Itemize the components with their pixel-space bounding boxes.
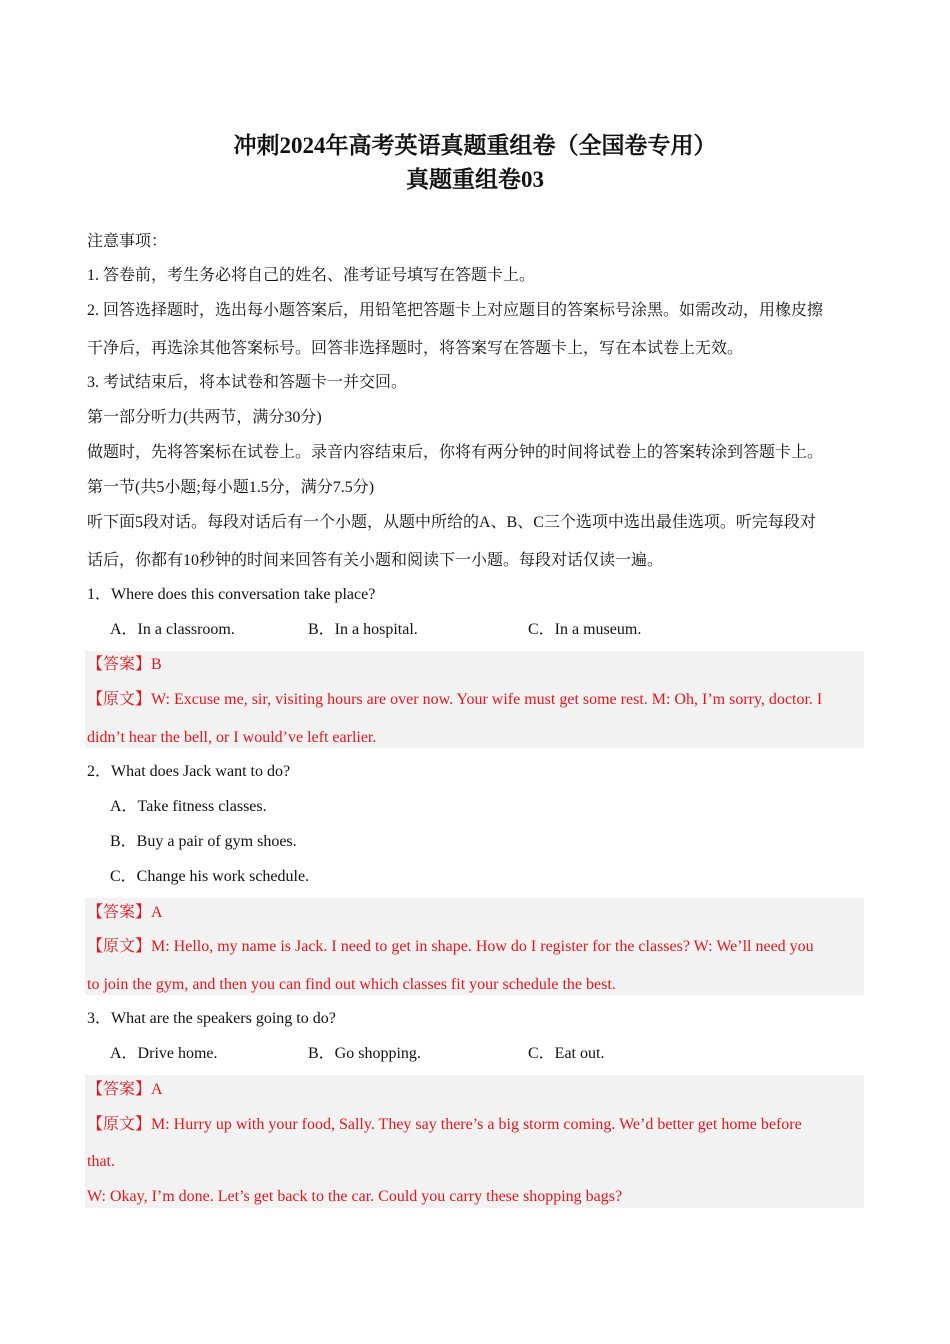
question-2-stem: 2．What does Jack want to do? xyxy=(87,763,291,780)
question-2-transcript-line-2: to join the gym, and then you can find out which classes fit your schedule the best. xyxy=(87,976,616,993)
section1-heading: 第一节(共5小题;每小题1.5分，满分7.5分) xyxy=(87,479,375,496)
notice-item-1: 1. 答卷前，考生务必将自己的姓名、准考证号填写在答题卡上。 xyxy=(87,267,536,284)
question-2-option-c: C．Change his work schedule. xyxy=(110,868,310,885)
question-2-option-b: B．Buy a pair of gym shoes. xyxy=(110,833,297,850)
question-3-stem: 3．What are the speakers going to do? xyxy=(87,1010,336,1027)
part1-instruction: 做题时，先将答案标在试卷上。录音内容结束后，你将有两分钟的时间将试卷上的答案转涂到答题卡上。 xyxy=(87,444,824,461)
part1-heading: 第一部分听力(共两节，满分30分) xyxy=(87,409,322,426)
question-3-option-c: C．Eat out. xyxy=(528,1045,605,1062)
question-3-transcript-line-2: that. xyxy=(87,1153,115,1170)
question-2-transcript-line-1: 【原文】M: Hello, my name is Jack. I need to get in shape. How do I register for the classes? W: We’ll need you xyxy=(87,938,814,955)
question-3-answer: 【答案】A xyxy=(87,1081,163,1098)
question-2-option-a: A．Take fitness classes. xyxy=(110,798,267,815)
notice-heading: 注意事项： xyxy=(87,233,168,250)
exam-subtitle: 真题重组卷03 xyxy=(406,167,544,192)
notice-item-2-line-1: 2. 回答选择题时，选出每小题答案后，用铅笔把答题卡上对应题目的答案标号涂黑。如需改动，用橡皮擦 xyxy=(87,302,824,319)
question-1-transcript-line-2: didn’t hear the bell, or I would’ve left earlier. xyxy=(87,729,377,746)
question-1-option-b: B．In a hospital. xyxy=(308,621,418,638)
question-3-option-a: A．Drive home. xyxy=(110,1045,218,1062)
section1-instruction-line-1: 听下面5段对话。每段对话后有一个小题，从题中所给的A、B、C三个选项中选出最佳选项。听完每段对 xyxy=(87,514,816,531)
question-3-option-b: B．Go shopping. xyxy=(308,1045,421,1062)
question-1-answer: 【答案】B xyxy=(87,656,162,673)
question-2-answer: 【答案】A xyxy=(87,904,163,921)
notice-item-2-line-2: 干净后，再选涂其他答案标号。回答非选择题时，将答案写在答题卡上，写在本试卷上无效。 xyxy=(87,340,744,357)
section1-instruction-line-2: 话后，你都有10秒钟的时间来回答有关小题和阅读下一小题。每段对话仅读一遍。 xyxy=(87,552,664,569)
question-3-transcript-line-3: W: Okay, I’m done. Let’s get back to the car. Could you carry these shopping bags? xyxy=(87,1188,623,1205)
notice-item-3: 3. 考试结束后，将本试卷和答题卡一并交回。 xyxy=(87,374,408,391)
question-1-stem: 1．Where does this conversation take place? xyxy=(87,586,376,603)
question-1-option-a: A．In a classroom. xyxy=(110,621,235,638)
question-1-transcript-line-1: 【原文】W: Excuse me, sir, visiting hours are over now. Your wife must get some rest. M: Oh, I’m sorry, doctor. I xyxy=(87,691,823,708)
exam-title: 冲刺2024年高考英语真题重组卷（全国卷专用） xyxy=(233,133,717,158)
question-3-transcript-line-1: 【原文】M: Hurry up with your food, Sally. They say there’s a big storm coming. We’d better get home before xyxy=(87,1116,802,1133)
question-1-option-c: C．In a museum. xyxy=(528,621,642,638)
